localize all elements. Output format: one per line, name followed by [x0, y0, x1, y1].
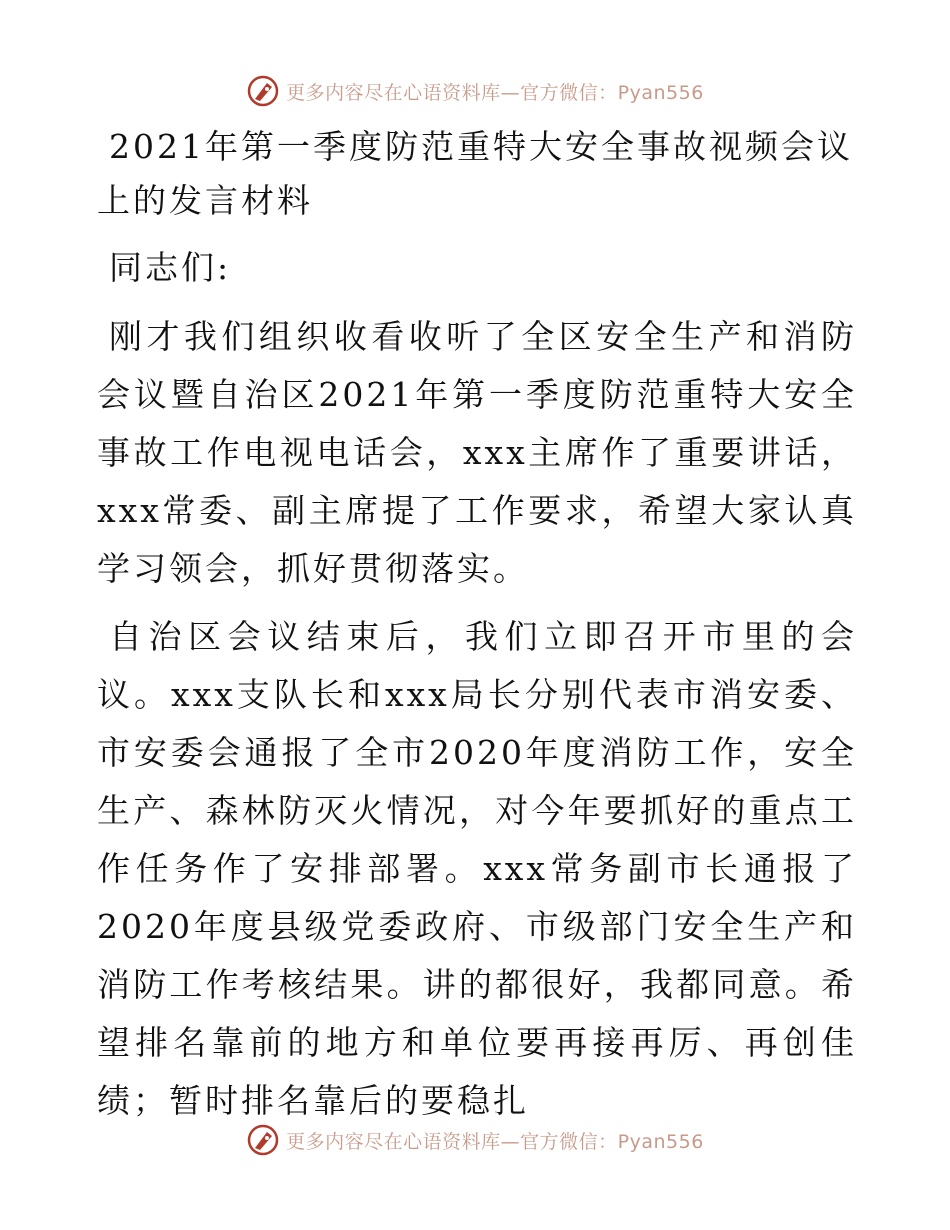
watermark-header [0, 71, 950, 111]
watermark-footer [0, 1120, 950, 1160]
salutation: 同志们: [109, 248, 232, 287]
paragraph-2: 自治区会议结束后，我们立即召开市里的会议。xxx支队长和xxx局长分别代表市消安委、市安委会通报了全市2020年度消防工作，安全生产、森林防灭火情况，对今年要抓好的重点工作任务作了安排部署。xxx常务副市长通报了2020年度县级党委政府、市级部门安全生产和消防工作考核结果。讲的都很好，我都同意。希望排名靠前的地方和单位要再接再厉、再创佳绩；暂时排名靠后的要稳扎 [97, 617, 857, 1120]
document-body [97, 120, 857, 1130]
watermark-text: 更多内容尽在心语资料库—官方微信：Pyan556 [286, 1130, 704, 1153]
pen-logo-icon [246, 1123, 280, 1157]
pen-logo-icon [246, 74, 280, 108]
document-title: 2021年第一季度防范重特大安全事故视频会议上的发言材料 [97, 127, 853, 220]
watermark-text: 更多内容尽在心语资料库—官方微信：Pyan556 [286, 81, 704, 104]
paragraph-1: 刚才我们组织收看收听了全区安全生产和消防会议暨自治区2021年第一季度防范重特大安全事故工作电视电话会，xxx主席作了重要讲话，xxx常委、副主席提了工作要求，希望大家认真学习领会，抓好贯彻落实。 [97, 317, 857, 588]
